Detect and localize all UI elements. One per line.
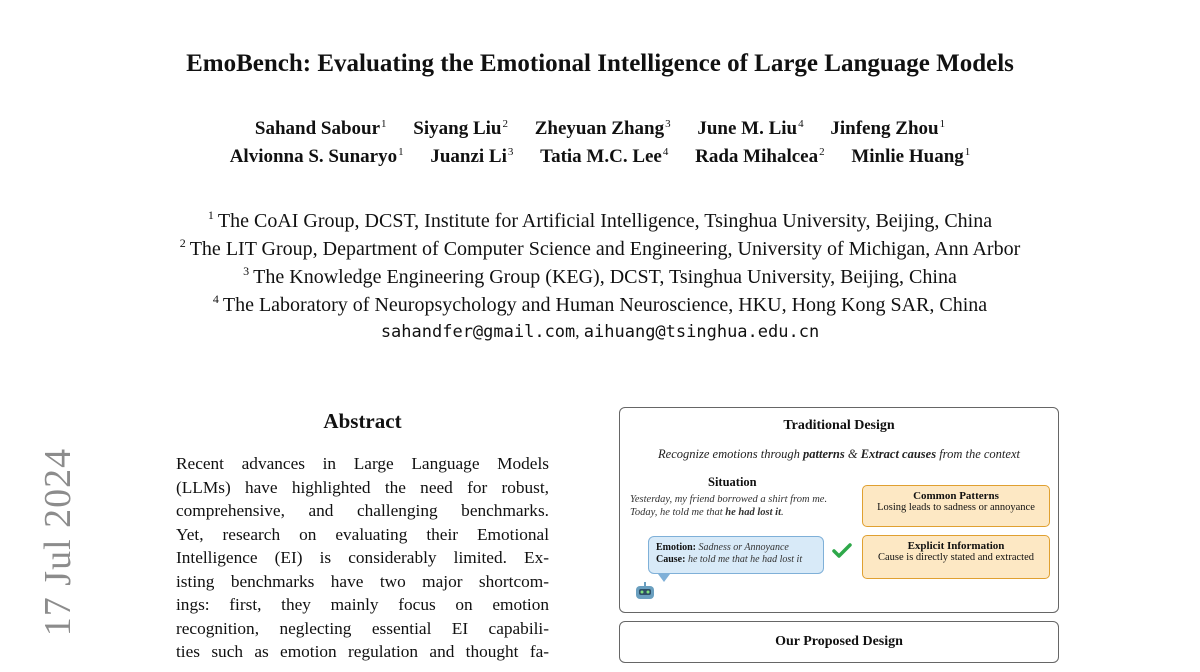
abstract-line: Intelligence (EI) is considerably limited. Ex- <box>176 548 549 567</box>
paper-title: EmoBench: Evaluating the Emotional Intelligence of Large Language Models <box>186 50 1014 77</box>
affiliation-2: $^2$ The LIT Group, Department of Computer Science and Engineering, University of Michigan, Ann Arbor <box>179 236 1021 260</box>
common-patterns-card: Common Patterns Losing leads to sadness or annoyance <box>862 485 1050 527</box>
abstract-line: recognition, neglecting essential EI capabili- <box>176 618 549 638</box>
author-list-row-1 <box>0 118 1200 140</box>
affiliation-1: $^1$ The CoAI Group, DCST, Institute for Artificial Intelligence, Tsinghua University, Beijing, China <box>207 208 993 232</box>
situation-heading: Situation <box>708 475 757 489</box>
abstract-line: (LLMs) have highlighted the need for robust, <box>176 477 549 497</box>
contact-emails: sahandfer@gmail.com, aihuang@tsinghua.edu.cn <box>380 322 820 342</box>
bubble-tail <box>658 574 670 582</box>
abstract-line: comprehensive, and challenging benchmarks. <box>176 501 549 520</box>
author: Rada Mihalcea$^2$ <box>695 146 825 167</box>
situation-text: Yesterday, my friend borrowed a shirt from me. Today, he told me that he had lost it. <box>630 494 828 518</box>
abstract-body <box>176 452 549 664</box>
abstract-line: Recent advances in Large Language Models <box>176 454 549 473</box>
author-list-row-2 <box>0 146 1200 168</box>
author: Tatia M.C. Lee$^4$ <box>540 146 669 167</box>
author: Minlie Huang$^1$ <box>851 146 971 167</box>
panel-subtitle: Recognize emotions through patterns & Extract causes from the context <box>658 447 1020 461</box>
author: Sahand Sabour$^1$ <box>254 118 387 139</box>
abstract-line: Yet, research on evaluating their Emotional <box>176 524 549 544</box>
traditional-design-panel <box>619 407 1059 613</box>
author: Zheyuan Zhang$^3$ <box>534 118 671 139</box>
affiliation-3: $^3$ The Knowledge Engineering Group (KEG), DCST, Tsinghua University, Beijing, China <box>243 264 957 288</box>
abstract-line: isting benchmarks have two major shortcom- <box>176 571 549 591</box>
email-link[interactable]: aihuang@tsinghua.edu.cn <box>583 322 820 342</box>
author: June M. Liu$^4$ <box>697 118 804 139</box>
explicit-information-card: Explicit Information Cause is directly stated and extracted <box>862 535 1050 579</box>
arxiv-date-stamp: 17 Jul 2024 <box>37 447 79 637</box>
abstract-heading: Abstract <box>323 409 402 433</box>
abstract-line: ings: first, they mainly focus on emotion <box>176 595 549 614</box>
abstract-line: ties such as emotion regulation and thought fa- <box>176 642 549 661</box>
author: Jinfeng Zhou$^1$ <box>830 118 946 139</box>
model-answer-bubble: Emotion: Sadness or Annoyance Cause: he told me that he had lost it <box>648 536 824 574</box>
panel-title: Our Proposed Design <box>775 634 903 649</box>
panel-title: Traditional Design <box>783 418 895 433</box>
proposed-design-panel <box>619 621 1059 663</box>
author: Siyang Liu$^2$ <box>413 118 508 139</box>
robot-icon <box>634 582 656 602</box>
author: Alvionna S. Sunaryo$^1$ <box>229 146 404 167</box>
email-link[interactable]: sahandfer@gmail.com <box>380 322 576 342</box>
author: Juanzi Li$^3$ <box>430 146 514 167</box>
affiliation-4: $^4$ The Laboratory of Neuropsychology and Human Neuroscience, HKU, Hong Kong SAR, China <box>212 292 988 316</box>
checkmark-icon <box>832 542 852 560</box>
